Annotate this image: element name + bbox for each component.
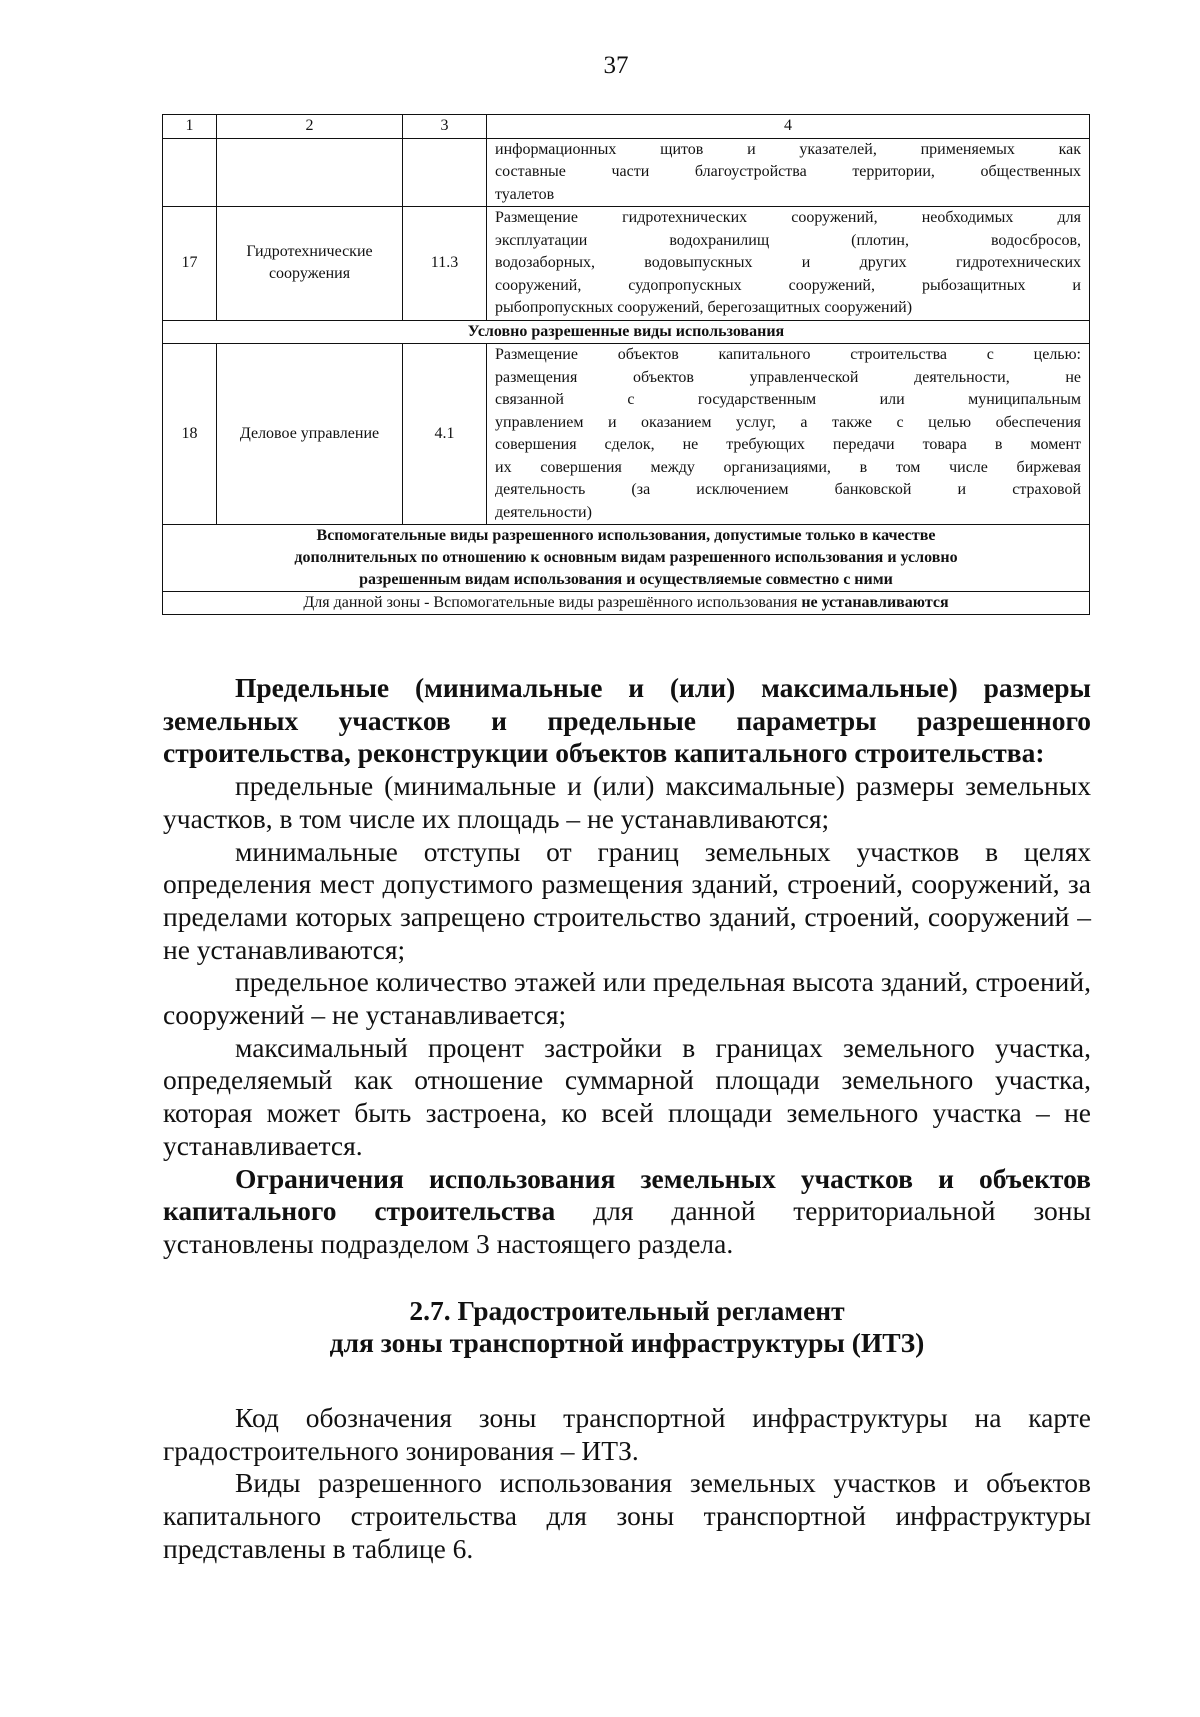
row-name: Деловое управление: [217, 344, 403, 525]
row-code: 11.3: [403, 207, 487, 321]
row-name: [217, 138, 403, 207]
limit-item: максимальный процент застройки в границах земельного участка, определяемый как отношение суммарной площади земельного участка, которая может быть застроена, ко всей площади земельного участка – не устанавливается.: [163, 1031, 1091, 1161]
row-name-line: Гидротехнические: [246, 242, 373, 260]
auxiliary-uses-note: [163, 592, 1090, 615]
description-line: туалетов: [495, 185, 555, 203]
description-line: информационных щитов и указателей, применяемых как: [495, 140, 1081, 158]
description-line: связанной с государственным или муниципальным: [495, 391, 1081, 408]
description-line: размещения объектов управленческой деятельности, не: [495, 368, 1081, 386]
column-header: 1: [163, 115, 217, 139]
description-line: Размещение объектов капитального строительства с целью:: [495, 346, 1081, 363]
column-header: 3: [403, 115, 487, 139]
table-note-row: [163, 592, 1090, 615]
row-code: 4.1: [403, 344, 487, 525]
section-title: [163, 1295, 1091, 1360]
restrictions-text: для данной территориальной зоны установлены подразделом 3 настоящего раздела.: [163, 1195, 1091, 1259]
table-header-row: [163, 115, 1090, 139]
table-row-18: [163, 344, 1090, 525]
limit-item: предельное количество этажей или предельная высота зданий, строений, сооружений – не устанавливается;: [163, 966, 1091, 1031]
row-number: 17: [163, 207, 217, 321]
auxiliary-heading-line: разрешенным видам использования и осуществляемые совместно с ними: [359, 571, 893, 588]
row-description: [487, 344, 1090, 525]
limits-heading: Предельные (минимальные и (или) максимальные) размеры земельных участков и предельные параметры разрешенного строительства, реконструкции объектов капитального строительства:: [163, 672, 1091, 769]
page-number: 37: [603, 52, 629, 79]
row-number: [163, 138, 217, 207]
section-title-line: 2.7. Градостроительный регламент: [409, 1294, 845, 1326]
description-line: составные части благоустройства территории, общественных: [495, 163, 1081, 180]
note-text: Для данной зоны - Вспомогательные виды разрешённого использования: [303, 594, 802, 611]
column-header: 2: [217, 115, 403, 139]
row-number: 18: [163, 344, 217, 525]
row-description: [487, 207, 1090, 321]
auxiliary-uses-heading: [163, 525, 1090, 592]
description-line: рыбопропускных сооружений, берегозащитных сооружений): [495, 299, 913, 316]
table-section-row: [163, 525, 1090, 592]
limit-item: минимальные отступы от границ земельных участков в целях определения мест допустимого размещения зданий, строений, сооружений, за пределами которых запрещено строительство зданий, строений, сооружений – не устанавливаются;: [163, 835, 1091, 965]
row-code: [403, 138, 487, 207]
limit-item: предельные (минимальные и (или) максимальные) размеры земельных участков, в том числе их площадь – не устанавливаются;: [163, 770, 1091, 834]
restrictions-bold: Ограничения использования земельных участков и объектов капитального строительства: [163, 1162, 1091, 1227]
restrictions-paragraph: [163, 1163, 1091, 1261]
description-line: сооружений, судопропускных сооружений, рыбозащитных и: [495, 276, 1081, 294]
conditional-uses-heading: Условно разрешенные виды использования: [163, 320, 1090, 344]
zone-code-paragraph: Код обозначения зоны транспортной инфраструктуры на карте градостроительного зонирования – ИТЗ.: [163, 1402, 1091, 1466]
description-line: совершения сделок, не требующих передачи товара в момент: [495, 436, 1081, 453]
note-emphasis: не устанавливаются: [801, 594, 949, 611]
auxiliary-heading-line: дополнительных по отношению к основным видам разрешенного использования и условно: [294, 549, 958, 566]
auxiliary-heading-line: Вспомогательные виды разрешенного использования, допустимые только в качестве: [316, 527, 936, 544]
description-line: их совершения между организациями, в том числе биржевая: [495, 458, 1081, 476]
column-header: 4: [487, 115, 1090, 139]
description-line: Размещение гидротехнических сооружений, необходимых для: [495, 209, 1081, 226]
table-row-continuation: [163, 138, 1090, 207]
section-title-line: для зоны транспортной инфраструктуры (ИТЗ): [329, 1327, 925, 1359]
description-line: водозаборных, водовыпускных и других гидротехнических: [495, 254, 1081, 271]
row-description: [487, 138, 1090, 207]
description-line: деятельности): [495, 503, 592, 521]
row-name-line: сооружения: [268, 265, 351, 283]
description-line: деятельность (за исключением банковской и страховой: [495, 481, 1081, 498]
row-name: [217, 207, 403, 321]
description-line: эксплуатации водохранилищ (плотин, водосбросов,: [495, 231, 1081, 249]
description-line: управлением и оказанием услуг, а также с целью обеспечения: [495, 413, 1081, 431]
permitted-uses-paragraph: Виды разрешенного использования земельных участков и объектов капитального строительства для зоны транспортной инфраструктуры представлены в таблице 6.: [163, 1467, 1091, 1564]
document-body: [163, 672, 1091, 1566]
land-use-table: [162, 114, 1090, 615]
table-section-row: [163, 320, 1090, 344]
table-row-17: [163, 207, 1090, 321]
